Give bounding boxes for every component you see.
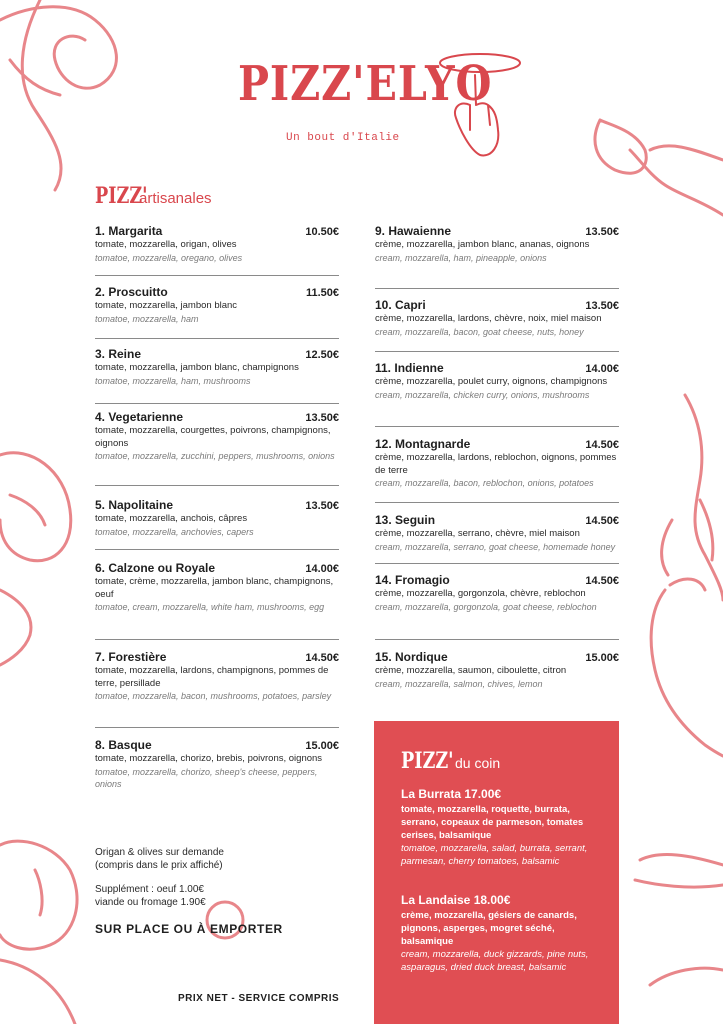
item-name: 13. Seguin	[375, 513, 436, 527]
menu-item	[375, 361, 619, 401]
coin-item-ingredients-en: tomatoe, mozzarella, salad, burrata, serrant, parmesan, cherry tomatoes, balsamic	[401, 843, 588, 867]
item-ingredients-fr: tomate, mozzarella, jambon blanc	[95, 300, 238, 311]
item-price: 15.00€	[305, 740, 339, 752]
menu-item	[95, 347, 339, 387]
item-ingredients-fr: tomate, mozzarella, anchois, câpres	[95, 513, 248, 524]
item-ingredients-en: tomatoe, mozzarella, ham, mushrooms	[95, 375, 251, 386]
coin-item-name: La Landaise 18.00€	[401, 893, 511, 907]
item-name: 8. Basque	[95, 738, 152, 752]
item-ingredients-en: cream, mozzarella, bacon, goat cheese, nuts, honey	[375, 326, 584, 337]
divider	[95, 403, 339, 404]
item-price: 13.50€	[305, 500, 339, 512]
item-name: 10. Capri	[375, 298, 426, 312]
item-price: 11.50€	[305, 287, 339, 299]
dough-illustration-left	[0, 453, 71, 665]
menu-item	[375, 650, 619, 690]
menu-item	[95, 738, 339, 791]
item-ingredients-en: cream, mozzarella, salmon, chives, lemon	[375, 678, 543, 689]
menu-item	[95, 285, 339, 325]
menu-item	[95, 224, 339, 264]
item-ingredients-en: cream, mozzarella, gorgonzola, goat cheese, reblochon	[375, 601, 597, 612]
section-title-pizz: PIZZ'	[95, 183, 148, 209]
item-name: 11. Indienne	[375, 361, 444, 375]
pizza-cutter-illustration	[0, 841, 77, 1024]
item-ingredients-fr: tomate, mozzarella, chorizo, brebis, poivrons, oignons	[95, 753, 323, 764]
coin-title-sub: du coin	[455, 755, 501, 771]
item-ingredients-fr: crème, mozzarella, jambon blanc, ananas, oignons	[375, 239, 590, 250]
brand-logo: PIZZ'ELYO	[238, 56, 493, 112]
divider	[375, 639, 619, 640]
item-name: 9. Hawaienne	[375, 224, 452, 238]
item-name: 4. Vegetarienne	[95, 410, 184, 424]
divider	[95, 727, 339, 728]
item-ingredients-en: tomatoe, mozzarella, bacon, mushrooms, potatoes, parsley	[95, 691, 332, 701]
hand-illustration-bottom-right	[635, 855, 723, 985]
coin-item-ingredients-fr: crème, mozzarella, gésiers de canards, pignons, asperges, mogret séché, balsamique	[401, 910, 577, 947]
menu-item	[95, 650, 339, 703]
item-ingredients-fr: crème, mozzarella, poulet curry, oignons, champignons	[375, 376, 608, 387]
menu-item	[375, 573, 619, 613]
item-price: 13.50€	[585, 226, 619, 238]
item-name: 2. Proscuitto	[95, 285, 168, 299]
item-ingredients-en: cream, mozzarella, ham, pineapple, onions	[375, 252, 547, 263]
item-ingredients-fr: tomate, mozzarella, courgettes, poivrons, champignons, oignons	[95, 425, 331, 449]
item-name: 3. Reine	[95, 347, 142, 361]
item-name: 15. Nordique	[375, 650, 448, 664]
item-ingredients-en: tomatoe, mozzarella, ham	[95, 313, 199, 324]
item-ingredients-fr: tomate, mozzarella, jambon blanc, champignons	[95, 362, 299, 373]
item-ingredients-fr: crème, mozzarella, saumon, ciboulette, citron	[375, 665, 567, 676]
item-ingredients-en: tomatoe, mozzarella, chorizo, sheep's cheese, peppers, onions	[95, 766, 318, 789]
notes-line-2: (compris dans le prix affiché)	[95, 860, 223, 871]
item-price: 14.00€	[585, 363, 619, 375]
item-ingredients-en: tomatoe, cream, mozzarella, white ham, mushrooms, egg	[95, 602, 325, 612]
section-title-sub: artisanales	[139, 190, 212, 207]
item-price: 14.50€	[585, 515, 619, 527]
item-price: 13.50€	[585, 300, 619, 312]
item-price: 14.00€	[305, 563, 339, 575]
item-name: 12. Montagnarde	[375, 437, 471, 451]
item-ingredients-en: cream, mozzarella, serrano, goat cheese, homemade honey	[375, 541, 616, 552]
divider	[375, 288, 619, 289]
item-ingredients-en: tomatoe, mozzarella, oregano, olives	[95, 252, 243, 263]
divider	[375, 426, 619, 427]
divider	[375, 351, 619, 352]
item-price: 14.50€	[585, 575, 619, 587]
chili-leaf	[662, 500, 713, 575]
item-ingredients-en: tomatoe, mozzarella, zucchini, peppers, mushrooms, onions	[95, 451, 335, 461]
menu-item	[95, 498, 339, 538]
item-ingredients-fr: crème, mozzarella, serrano, chèvre, miel maison	[375, 528, 580, 539]
section-title	[95, 183, 212, 209]
coin-item-name: La Burrata 17.00€	[401, 787, 502, 801]
divider	[375, 502, 619, 503]
coin-item-ingredients-fr: tomate, mozzarella, roquette, burrata, serrano, copeaux de parmeson, tomates cerises, balsamique	[401, 804, 584, 841]
item-ingredients-en: cream, mozzarella, bacon, reblochon, onions, potatoes	[375, 478, 594, 488]
menu-item	[375, 437, 619, 490]
divider	[95, 485, 339, 486]
item-price: 14.50€	[585, 439, 619, 451]
item-ingredients-en: tomatoe, mozzarella, anchovies, capers	[95, 526, 254, 537]
coin-item	[401, 893, 601, 974]
prix-net-label: PRIX NET - SERVICE COMPRIS	[178, 993, 340, 1004]
item-price: 15.00€	[585, 652, 619, 664]
item-ingredients-fr: crème, mozzarella, gorgonzola, chèvre, reblochon	[375, 588, 586, 599]
item-price: 14.50€	[305, 652, 339, 664]
item-name: 1. Margarita	[95, 224, 163, 238]
pizz-du-coin-box	[374, 721, 619, 1024]
item-ingredients-en: cream, mozzarella, chicken curry, onions, mushrooms	[375, 389, 590, 400]
coin-title	[401, 748, 500, 774]
menu-item	[95, 561, 339, 614]
item-ingredients-fr: crème, mozzarella, lardons, chèvre, noix, miel maison	[375, 313, 602, 324]
item-price: 13.50€	[305, 412, 339, 424]
coin-item-ingredients-en: cream, mozzarella, duck gizzards, pine nuts, asparagus, dried duck breast, balsamic	[401, 949, 589, 973]
item-ingredients-fr: tomate, mozzarella, lardons, champignons, pommes de terre, persillade	[95, 665, 329, 689]
item-name: 6. Calzone ou Royale	[95, 561, 216, 575]
divider	[375, 563, 619, 564]
divider	[95, 275, 339, 276]
item-price: 10.50€	[305, 226, 339, 238]
item-ingredients-fr: crème, mozzarella, lardons, reblochon, oignons, pommes de terre	[375, 452, 617, 476]
divider	[95, 338, 339, 339]
hand-illustration-top-right	[595, 120, 723, 215]
brand-tagline: Un bout d'Italie	[286, 132, 400, 144]
divider	[95, 639, 339, 640]
coin-item	[401, 787, 601, 868]
item-name: 14. Fromagio	[375, 573, 450, 587]
dough-illustration-top-left	[0, 0, 116, 190]
menu-item	[95, 410, 339, 463]
item-price: 12.50€	[305, 349, 339, 361]
menu-item	[375, 513, 619, 553]
notes-supplements	[95, 883, 206, 909]
sur-place-label: SUR PLACE OU À EMPORTER	[95, 922, 283, 936]
chili-illustration-right	[651, 395, 723, 756]
notes-origan	[95, 846, 224, 872]
item-name: 7. Forestière	[95, 650, 167, 664]
menu-item	[375, 224, 619, 264]
menu-item	[375, 298, 619, 338]
notes-line-1: Origan & olives sur demande	[95, 847, 224, 858]
coin-title-pizz: PIZZ'	[401, 748, 454, 774]
item-name: 5. Napolitaine	[95, 498, 174, 512]
supplement-line-1: Supplément : oeuf 1.00€	[95, 884, 204, 895]
item-ingredients-fr: tomate, mozzarella, origan, olives	[95, 239, 237, 250]
supplement-line-2: viande ou fromage 1.90€	[95, 897, 206, 908]
divider	[95, 549, 339, 550]
item-ingredients-fr: tomate, crème, mozzarella, jambon blanc, champignons, oeuf	[95, 576, 334, 600]
